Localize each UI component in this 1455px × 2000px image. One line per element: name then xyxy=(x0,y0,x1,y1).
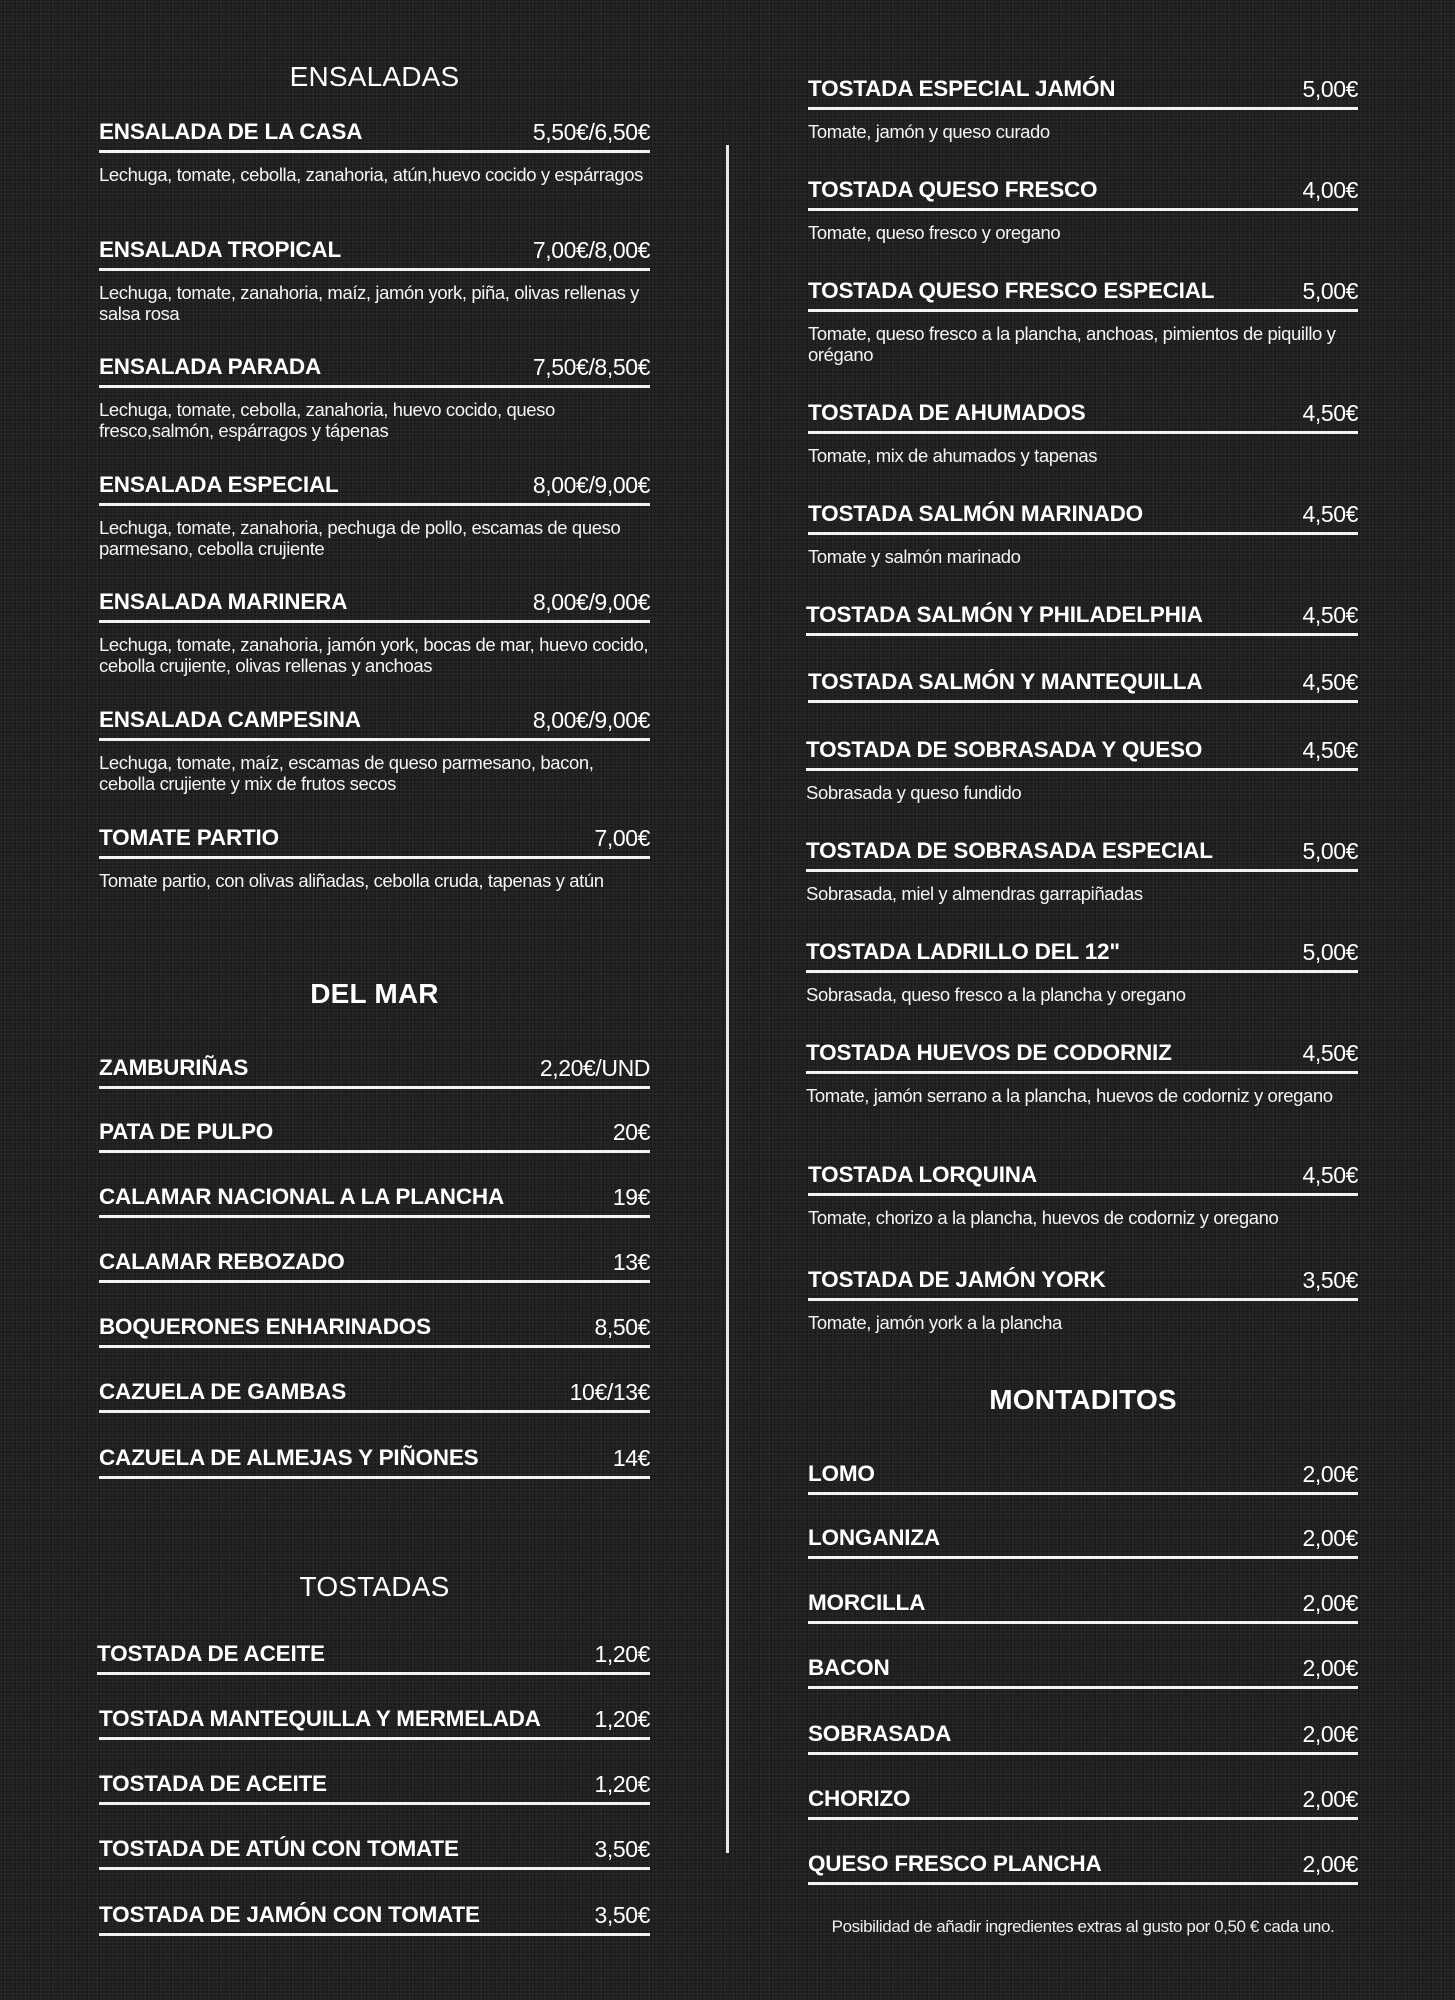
item-description: Lechuga, tomate, zanahoria, jamón york, bocas de mar, huevo cocido, cebolla crujiente, olivas rellenas y anchoas xyxy=(99,634,649,676)
menu-item xyxy=(808,1783,1358,1820)
item-description: Tomate, queso fresco y oregano xyxy=(808,222,1061,243)
item-price: 14€ xyxy=(612,1445,650,1471)
menu-item xyxy=(808,174,1358,243)
item-name: ENSALADA ESPECIAL xyxy=(99,472,339,497)
menu-item xyxy=(808,1264,1358,1333)
item-name: SOBRASADA xyxy=(808,1721,952,1746)
item-name: ENSALADA DE LA CASA xyxy=(99,119,363,144)
item-price: 7,50€/8,50€ xyxy=(532,354,650,380)
item-description: Tomate y salmón marinado xyxy=(808,546,1021,567)
menu-item xyxy=(806,734,1358,803)
item-name: PATA DE PULPO xyxy=(99,1119,274,1144)
menu-item xyxy=(99,704,650,794)
item-divider xyxy=(808,1556,1358,1559)
menu-item xyxy=(808,1718,1358,1755)
menu-item xyxy=(808,1652,1358,1689)
item-price: 2,00€ xyxy=(1302,1461,1358,1487)
item-name: ENSALADA CAMPESINA xyxy=(99,707,361,732)
menu-item xyxy=(99,1376,650,1413)
item-price: 4,50€ xyxy=(1302,602,1358,628)
item-description: Tomate partio, con olivas aliñadas, cebolla cruda, tapenas y atún xyxy=(99,870,604,891)
item-price: 1,20€ xyxy=(594,1706,650,1732)
item-name: BACON xyxy=(808,1655,890,1680)
item-divider xyxy=(99,1086,650,1089)
item-price: 13€ xyxy=(612,1249,650,1275)
item-divider xyxy=(808,1817,1358,1820)
item-price: 8,00€/9,00€ xyxy=(532,707,650,733)
menu-item xyxy=(806,936,1358,1005)
menu-item xyxy=(99,586,650,676)
item-divider xyxy=(99,268,650,271)
item-description: Tomate, jamón y queso curado xyxy=(808,121,1050,142)
item-name: TOSTADA MANTEQUILLA Y MERMELADA xyxy=(99,1706,541,1731)
extras-footnote: Posibilidad de añadir ingredientes extras al gusto por 0,50 € cada uno. xyxy=(831,1917,1335,1936)
item-price: 1,20€ xyxy=(594,1771,650,1797)
item-description: Tomate, jamón york a la plancha xyxy=(808,1312,1062,1333)
item-divider xyxy=(99,1476,650,1479)
item-price: 4,50€ xyxy=(1302,400,1358,426)
menu-item xyxy=(99,1899,650,1936)
item-price: 10€/13€ xyxy=(569,1379,650,1405)
item-divider xyxy=(99,856,650,859)
item-price: 4,50€ xyxy=(1302,737,1358,763)
item-divider xyxy=(99,503,650,506)
item-price: 5,00€ xyxy=(1302,278,1358,304)
menu-item xyxy=(808,498,1358,567)
item-divider xyxy=(99,1737,650,1740)
item-price: 2,00€ xyxy=(1302,1851,1358,1877)
section-title-ensaladas: ENSALADAS xyxy=(289,61,460,92)
menu-item xyxy=(99,1181,650,1218)
item-price: 1,20€ xyxy=(594,1641,650,1667)
menu-item xyxy=(99,234,650,324)
item-name: TOSTADA DE AHUMADOS xyxy=(808,400,1086,425)
item-name: ENSALADA PARADA xyxy=(99,354,322,379)
menu-item xyxy=(806,599,1358,636)
menu-item xyxy=(99,351,650,441)
item-name: LOMO xyxy=(808,1461,875,1486)
item-price: 5,00€ xyxy=(1302,838,1358,864)
item-price: 5,00€ xyxy=(1302,76,1358,102)
item-price: 2,00€ xyxy=(1302,1590,1358,1616)
item-name: TOMATE PARTIO xyxy=(99,825,279,850)
item-price: 8,00€/9,00€ xyxy=(532,589,650,615)
item-divider xyxy=(808,1621,1358,1624)
item-name: TOSTADA LADRILLO DEL 12" xyxy=(806,939,1120,964)
menu-item xyxy=(99,1116,650,1153)
menu-item xyxy=(99,1833,650,1870)
item-name: MORCILLA xyxy=(808,1590,926,1615)
item-name: TOSTADA HUEVOS DE CODORNIZ xyxy=(806,1040,1172,1065)
item-name: QUESO FRESCO PLANCHA xyxy=(808,1851,1102,1876)
item-divider xyxy=(99,1410,650,1413)
menu-item xyxy=(806,835,1358,904)
item-divider xyxy=(806,1071,1358,1074)
item-name: TOSTADA QUESO FRESCO ESPECIAL xyxy=(808,278,1215,303)
item-name: ENSALADA TROPICAL xyxy=(99,237,342,262)
item-divider xyxy=(808,208,1358,211)
item-name: CAZUELA DE GAMBAS xyxy=(99,1379,347,1404)
item-price: 8,50€ xyxy=(594,1314,650,1340)
item-name: TOSTADA SALMÓN MARINADO xyxy=(808,501,1143,526)
item-name: TOSTADA QUESO FRESCO xyxy=(808,177,1098,202)
item-description: Tomate, mix de ahumados y tapenas xyxy=(808,445,1098,466)
menu-item xyxy=(808,1522,1358,1559)
item-divider xyxy=(808,431,1358,434)
menu-item xyxy=(808,666,1358,703)
item-price: 2,20€/UND xyxy=(539,1055,650,1081)
item-name: TOSTADA LORQUINA xyxy=(808,1162,1037,1187)
menu-item xyxy=(808,275,1358,365)
item-price: 4,50€ xyxy=(1302,1040,1358,1066)
section-title-montaditos: MONTADITOS xyxy=(989,1384,1177,1415)
item-name: LONGANIZA xyxy=(808,1525,940,1550)
menu-item xyxy=(99,116,650,185)
section-title-del-mar: DEL MAR xyxy=(310,978,439,1009)
item-divider xyxy=(806,970,1358,973)
item-price: 2,00€ xyxy=(1302,1655,1358,1681)
item-name: TOSTADA DE SOBRASADA Y QUESO xyxy=(806,737,1203,762)
item-name: CHORIZO xyxy=(808,1786,911,1811)
item-divider xyxy=(99,1867,650,1870)
item-name: TOSTADA DE JAMÓN YORK xyxy=(808,1267,1106,1292)
item-divider xyxy=(99,1150,650,1153)
item-name: TOSTADA DE SOBRASADA ESPECIAL xyxy=(806,838,1213,863)
item-divider xyxy=(97,1672,650,1675)
item-price: 2,00€ xyxy=(1302,1721,1358,1747)
item-name: CAZUELA DE ALMEJAS Y PIÑONES xyxy=(99,1445,479,1470)
item-price: 4,50€ xyxy=(1302,669,1358,695)
item-divider xyxy=(808,309,1358,312)
item-name: TOSTADA ESPECIAL JAMÓN xyxy=(808,76,1116,101)
item-price: 4,50€ xyxy=(1302,501,1358,527)
menu-item xyxy=(99,1768,650,1805)
menu-item xyxy=(99,469,650,559)
item-description: Lechuga, tomate, cebolla, zanahoria, atún,huevo cocido y espárragos xyxy=(99,164,643,185)
item-name: CALAMAR REBOZADO xyxy=(99,1249,345,1274)
item-divider xyxy=(806,768,1358,771)
menu-item xyxy=(99,1052,650,1089)
item-divider xyxy=(99,1802,650,1805)
menu-item xyxy=(808,1458,1358,1495)
item-name: CALAMAR NACIONAL A LA PLANCHA xyxy=(99,1184,505,1209)
item-divider xyxy=(808,1882,1358,1885)
item-description: Lechuga, tomate, cebolla, zanahoria, huevo cocido, queso fresco,salmón, espárragos y tápenas xyxy=(99,399,555,441)
item-name: TOSTADA DE ATÚN CON TOMATE xyxy=(99,1836,459,1861)
item-name: BOQUERONES ENHARINADOS xyxy=(99,1314,431,1339)
item-name: TOSTADA DE ACEITE xyxy=(99,1771,327,1796)
item-price: 4,50€ xyxy=(1302,1162,1358,1188)
menu-item xyxy=(808,1587,1358,1624)
item-name: ENSALADA MARINERA xyxy=(99,589,348,614)
item-name: TOSTADA DE JAMÓN CON TOMATE xyxy=(99,1902,480,1927)
section-title-tostadas: TOSTADAS xyxy=(299,1571,450,1602)
item-divider xyxy=(808,107,1358,110)
item-description: Lechuga, tomate, zanahoria, maíz, jamón york, piña, olivas rellenas y salsa rosa xyxy=(99,282,640,324)
item-divider xyxy=(99,385,650,388)
column-divider xyxy=(726,145,729,1853)
item-divider xyxy=(808,700,1358,703)
item-price: 7,00€/8,00€ xyxy=(532,237,650,263)
item-price: 2,00€ xyxy=(1302,1786,1358,1812)
item-name: TOSTADA SALMÓN Y PHILADELPHIA xyxy=(806,602,1203,627)
item-price: 2,00€ xyxy=(1302,1525,1358,1551)
item-divider xyxy=(808,1298,1358,1301)
item-description: Lechuga, tomate, zanahoria, pechuga de pollo, escamas de queso parmesano, cebolla crujiente xyxy=(99,517,621,559)
item-description: Sobrasada, miel y almendras garrapiñadas xyxy=(806,883,1143,904)
item-divider xyxy=(99,1933,650,1936)
item-divider xyxy=(99,738,650,741)
item-description: Sobrasada y queso fundido xyxy=(806,782,1022,803)
item-divider xyxy=(99,150,650,153)
item-price: 7,00€ xyxy=(594,825,650,851)
menu-item xyxy=(99,1703,650,1740)
menu-item xyxy=(99,1311,650,1348)
menu-item xyxy=(808,73,1358,142)
item-divider xyxy=(99,620,650,623)
item-divider xyxy=(808,532,1358,535)
item-description: Sobrasada, queso fresco a la plancha y oregano xyxy=(806,984,1186,1005)
menu-item xyxy=(97,1638,650,1675)
item-name: TOSTADA DE ACEITE xyxy=(97,1641,325,1666)
item-divider xyxy=(99,1280,650,1283)
menu-item xyxy=(808,397,1358,466)
item-description: Lechuga, tomate, maíz, escamas de queso parmesano, bacon, cebolla crujiente y mix de frutos secos xyxy=(99,752,594,794)
item-divider xyxy=(808,1492,1358,1495)
menu-item xyxy=(99,1442,650,1479)
menu-item xyxy=(99,822,650,891)
item-price: 20€ xyxy=(612,1119,650,1145)
item-name: TOSTADA SALMÓN Y MANTEQUILLA xyxy=(808,669,1203,694)
item-price: 3,50€ xyxy=(594,1836,650,1862)
item-price: 8,00€/9,00€ xyxy=(532,472,650,498)
item-price: 5,00€ xyxy=(1302,939,1358,965)
menu-item xyxy=(99,1246,650,1283)
item-description: Tomate, jamón serrano a la plancha, huevos de codorniz y oregano xyxy=(806,1085,1333,1106)
item-divider xyxy=(99,1215,650,1218)
item-divider xyxy=(808,1193,1358,1196)
item-name: ZAMBURIÑAS xyxy=(99,1055,249,1080)
item-description: Tomate, chorizo a la plancha, huevos de codorniz y oregano xyxy=(808,1207,1279,1228)
item-price: 19€ xyxy=(612,1184,650,1210)
item-price: 3,50€ xyxy=(594,1902,650,1928)
item-price: 5,50€/6,50€ xyxy=(532,119,650,145)
item-divider xyxy=(99,1345,650,1348)
item-divider xyxy=(806,869,1358,872)
item-divider xyxy=(806,633,1358,636)
item-divider xyxy=(808,1752,1358,1755)
menu-item xyxy=(808,1848,1358,1885)
menu-item xyxy=(806,1037,1358,1106)
menu-item xyxy=(808,1159,1358,1228)
item-price: 3,50€ xyxy=(1302,1267,1358,1293)
item-description: Tomate, queso fresco a la plancha, anchoas, pimientos de piquillo y orégano xyxy=(808,323,1336,365)
item-price: 4,00€ xyxy=(1302,177,1358,203)
item-divider xyxy=(808,1686,1358,1689)
